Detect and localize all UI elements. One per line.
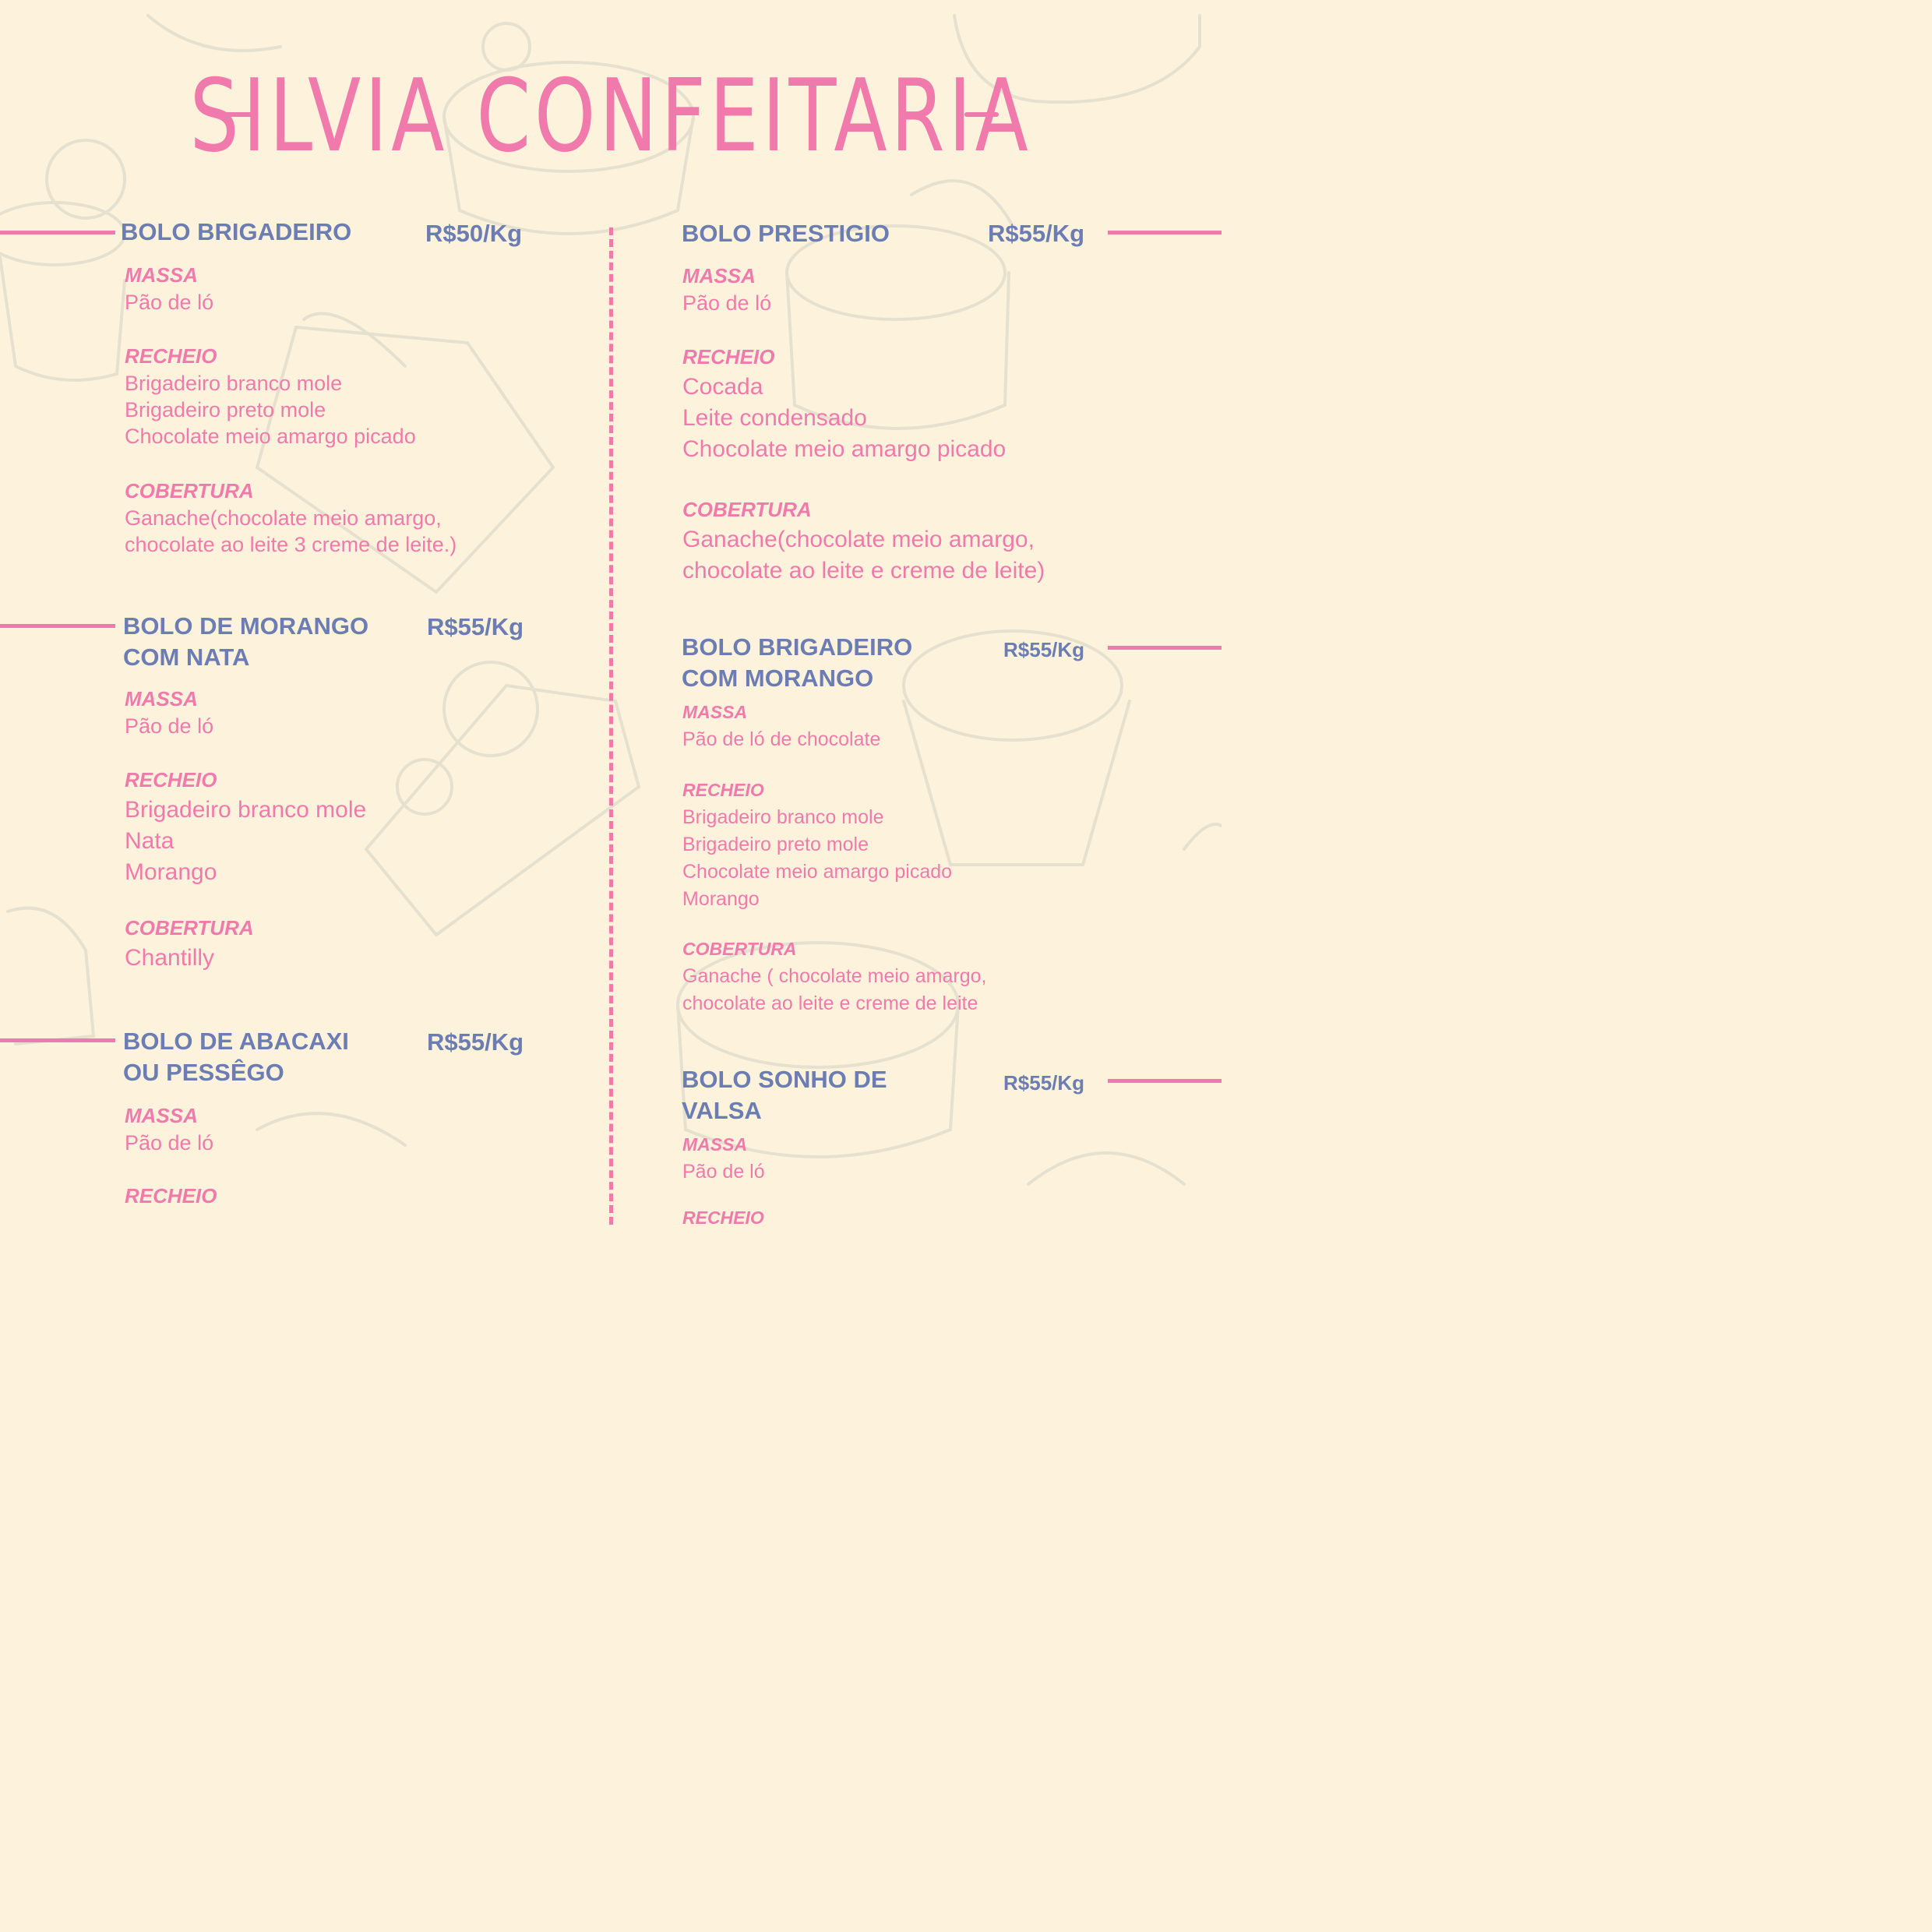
section-lines (125, 943, 214, 974)
section-line: Chantilly (125, 945, 215, 971)
section-label: MASSA (682, 264, 756, 287)
section-line: Ganache ( chocolate meio amargo, (682, 965, 987, 987)
section-line: chocolate ao leite 3 creme de leite.) (125, 533, 457, 556)
item-name: BOLO DE MORANGO COM NATA (123, 612, 369, 671)
section-lines (682, 1158, 765, 1185)
section-line: Brigadeiro branco mole (125, 797, 367, 823)
section-lines (682, 372, 1006, 465)
section-label: RECHEIO (682, 780, 764, 800)
section-line: Pão de ló (125, 714, 214, 738)
section-line: chocolate ao leite e creme de leite) (682, 558, 1045, 583)
item-name: BOLO DE ABACAXI OU PESSÊGO (123, 1028, 349, 1086)
cake-slice-doodle (366, 686, 639, 935)
section-label: RECHEIO (125, 344, 217, 368)
section-label: COBERTURA (125, 916, 254, 940)
section-line: Morango (125, 859, 217, 885)
item-price: R$55/Kg (427, 1028, 524, 1056)
section-lines (682, 290, 771, 316)
strawberry-doodle (397, 760, 452, 814)
section-lines (682, 804, 952, 913)
section-line: Chocolate meio amargo picado (125, 425, 416, 448)
section-label: MASSA (125, 263, 198, 287)
section-label: RECHEIO (125, 768, 217, 791)
item-name: BOLO SONHO DE VALSA (682, 1066, 887, 1124)
section-line: Pão de ló (682, 1161, 765, 1183)
section-line: Nata (125, 828, 175, 854)
item-price: R$50/Kg (425, 220, 523, 247)
section-line: Pão de ló (125, 1131, 214, 1155)
section-label: MASSA (682, 1134, 748, 1155)
section-label: MASSA (125, 687, 198, 710)
item-name: BOLO BRIGADEIRO (121, 218, 352, 245)
section-label: RECHEIO (682, 1208, 764, 1228)
section-lines (125, 713, 213, 739)
item-price: R$55/Kg (427, 613, 524, 640)
section-lines (125, 289, 213, 316)
section-line: Chocolate meio amargo picado (682, 436, 1007, 462)
section-lines (125, 370, 416, 450)
section-label: RECHEIO (682, 345, 775, 368)
section-label: RECHEIO (125, 1184, 217, 1208)
section-lines (682, 524, 1045, 587)
section-lines (682, 726, 880, 753)
strawberry-doodle (444, 662, 538, 756)
section-line: Leite condensado (682, 405, 867, 431)
item-name: BOLO BRIGADEIRO COM MORANGO (682, 633, 913, 692)
section-line: Brigadeiro branco mole (125, 372, 343, 395)
column-divider (609, 227, 613, 1225)
item-name: BOLO PRESTIGIO (682, 220, 890, 247)
section-line: Pão de ló (682, 291, 772, 315)
cake-doodle (1184, 824, 1222, 849)
rule-left-3 (0, 1038, 115, 1042)
section-line: Ganache(chocolate meio amargo, (125, 506, 442, 530)
rule-right-3 (1108, 1079, 1222, 1083)
cupcake-doodle (8, 908, 93, 1044)
section-line: Pão de ló (125, 291, 214, 314)
cake-doodle (148, 16, 280, 51)
rule-left-1 (0, 231, 115, 234)
section-label: MASSA (125, 1104, 198, 1127)
section-label: COBERTURA (125, 479, 254, 502)
section-line: Brigadeiro branco mole (682, 806, 884, 828)
item-price: R$55/Kg (1003, 1071, 1085, 1095)
cupcake-doodle (1028, 1153, 1184, 1184)
section-label: COBERTURA (682, 498, 812, 521)
section-line: Chocolate meio amargo picado (682, 861, 953, 883)
section-line: Brigadeiro preto mole (125, 398, 326, 421)
section-line: Brigadeiro preto mole (682, 834, 869, 855)
section-lines (125, 795, 366, 888)
cake-slice-doodle (304, 314, 405, 367)
cake-doodle (0, 257, 125, 380)
section-line: chocolate ao leite e creme de leite (682, 992, 978, 1014)
section-label: MASSA (682, 702, 748, 722)
rule-right-2 (1108, 646, 1222, 650)
item-price: R$55/Kg (1003, 638, 1085, 661)
rule-right-1 (1108, 231, 1222, 234)
section-label: COBERTURA (682, 939, 797, 959)
item-price: R$55/Kg (988, 220, 1085, 247)
section-line: Morango (682, 888, 760, 910)
section-line: Ganache(chocolate meio amargo, (682, 527, 1035, 552)
cake-doodle (257, 1113, 405, 1145)
section-lines (125, 1130, 213, 1156)
page-title: SILVIA CONFEITARIA (189, 58, 1032, 175)
section-lines (125, 505, 457, 558)
header (0, 55, 1222, 179)
rule-left-2 (0, 624, 115, 628)
section-line: Cocada (682, 374, 763, 400)
section-line: Pão de ló de chocolate (682, 728, 881, 750)
section-lines (682, 963, 987, 1017)
